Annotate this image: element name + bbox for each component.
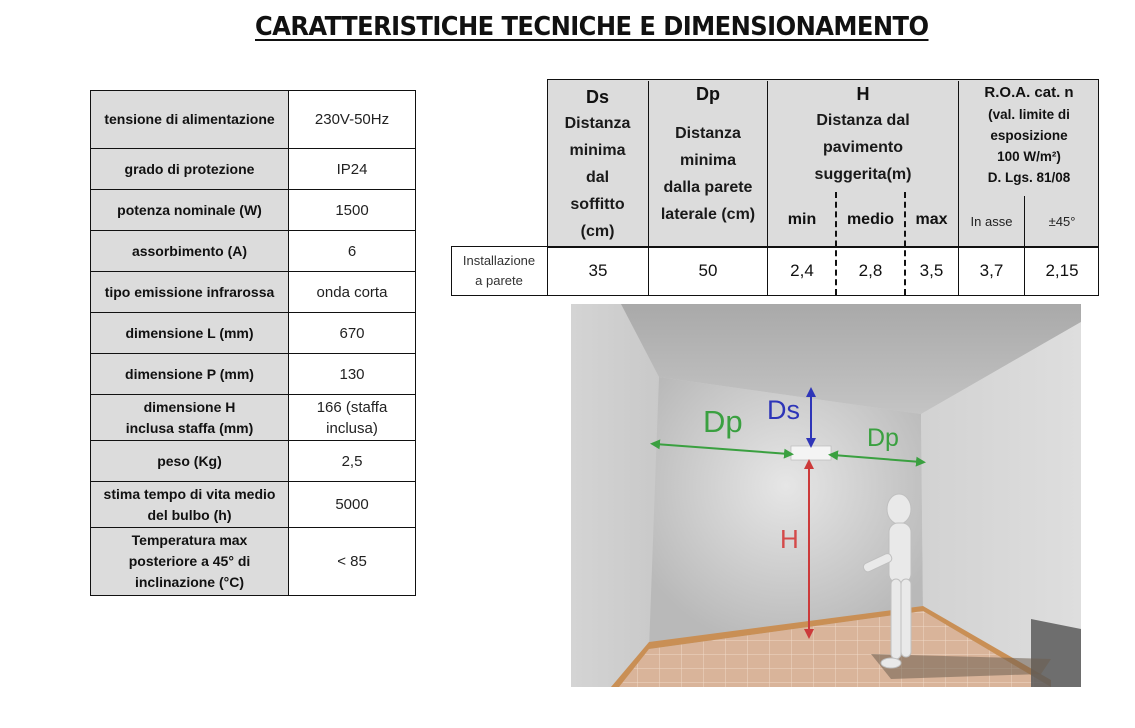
header-h-symbol: H — [856, 84, 870, 104]
value-dp-text: 50 — [698, 261, 718, 280]
spec-label: dimensione P (mm) — [91, 354, 289, 394]
installation-illustration — [571, 304, 1081, 687]
spec-value: 230V-50Hz — [314, 111, 390, 128]
header-ds-line: soffitto — [570, 195, 625, 213]
header-h-line: pavimento — [822, 139, 903, 156]
header-dp — [649, 81, 768, 247]
spec-label: potenza nominale (W) — [91, 190, 289, 230]
spec-label: stima tempo di vita medio del bulbo (h) — [91, 482, 289, 527]
header-ds-line: (cm) — [580, 222, 615, 240]
value-roa-45 — [1025, 247, 1099, 295]
value-roa-45-text: 2,15 — [1045, 261, 1079, 280]
value-dp — [649, 247, 768, 295]
ds-label: Ds — [767, 395, 800, 425]
value-ds-text: 35 — [588, 261, 608, 280]
spec-label: Temperatura max posteriore a 45° di inclinazione (°C) — [91, 528, 289, 595]
spec-value: 670 — [339, 324, 365, 342]
spec-row — [91, 230, 415, 271]
spec-value: 2,5 — [341, 452, 363, 470]
header-ds-line: dal — [585, 168, 610, 186]
spec-label: dimensione H inclusa staffa (mm) — [91, 395, 289, 440]
header-h-max — [905, 194, 959, 246]
spec-row — [91, 481, 415, 527]
header-dp-line: laterale (cm) — [660, 206, 756, 223]
header-h-medio — [836, 194, 905, 246]
header-h-min — [768, 194, 836, 246]
spec-label: dimensione L (mm) — [91, 313, 289, 353]
row-label-line: Installazione — [462, 253, 536, 268]
spec-value: IP24 — [336, 160, 368, 178]
header-ds-symbol: Ds — [585, 86, 609, 107]
header-roa-line: esposizione — [990, 128, 1068, 143]
value-h-medio-text: 2,8 — [858, 261, 883, 280]
header-roa-asse — [959, 196, 1025, 246]
dp-right-label: Dp — [867, 424, 899, 452]
header-roa-asse-label: In asse — [970, 213, 1013, 229]
header-h-medio-label: medio — [846, 211, 895, 228]
header-roa — [959, 81, 1099, 196]
spec-row — [91, 91, 415, 148]
distance-table — [451, 79, 1099, 296]
value-h-max — [905, 247, 959, 295]
spec-table — [90, 90, 416, 596]
header-roa-line: (val. limite di — [988, 107, 1070, 122]
value-h-min-text: 2,4 — [790, 261, 814, 280]
value-h-medio — [836, 247, 905, 295]
value-h-max-text: 3,5 — [919, 261, 944, 280]
spec-label: peso (Kg) — [91, 441, 289, 481]
spec-row — [91, 148, 415, 189]
spec-row — [91, 394, 415, 440]
header-roa-line: R.O.A. cat. n — [984, 84, 1074, 101]
spec-row — [91, 271, 415, 312]
room-diagram — [571, 304, 1081, 687]
value-ds — [548, 247, 649, 295]
spec-row — [91, 440, 415, 481]
header-roa-45 — [1025, 196, 1099, 246]
spec-label: tensione di alimentazione — [91, 91, 289, 148]
value-roa-asse — [959, 247, 1025, 295]
spec-value: 166 (staffa inclusa) — [316, 398, 388, 437]
header-dp-line: dalla parete — [663, 179, 753, 196]
header-ds-line: Distanza — [564, 114, 631, 132]
header-dp-line: Distanza — [675, 125, 741, 142]
dotted-divider — [904, 192, 906, 295]
value-roa-asse-text: 3,7 — [979, 261, 1004, 280]
header-ds — [547, 81, 649, 247]
header-h-min-label: min — [787, 211, 817, 228]
header-roa-line: 100 W/m²) — [997, 149, 1061, 164]
header-h-line: suggerita(m) — [814, 166, 912, 183]
header-roa-45-label: ±45° — [1048, 213, 1076, 229]
spec-label: grado di protezione — [91, 149, 289, 189]
row-label-line: a parete — [475, 273, 523, 288]
spec-value: < 85 — [337, 553, 367, 570]
spec-row — [91, 312, 415, 353]
spec-row — [91, 189, 415, 230]
spec-row — [91, 353, 415, 394]
spec-value: 130 — [339, 365, 365, 383]
spec-value: 6 — [347, 242, 357, 260]
header-h-max-label: max — [915, 211, 948, 228]
spec-label: tipo emissione infrarossa — [91, 272, 289, 312]
value-h-min — [768, 247, 836, 295]
h-label: H — [780, 524, 799, 554]
dp-left-label: Dp — [703, 404, 743, 439]
header-h — [768, 81, 959, 194]
header-dp-line: minima — [679, 152, 736, 169]
header-roa-line: D. Lgs. 81/08 — [987, 170, 1071, 185]
dotted-divider — [835, 192, 837, 295]
header-dp-symbol: Dp — [696, 84, 720, 104]
heater-icon — [791, 446, 831, 460]
spec-value: 5000 — [335, 496, 369, 513]
page-title: CARATTERISTICHE TECNICHE E DIMENSIONAMENTO — [255, 12, 929, 42]
header-h-line: Distanza dal — [816, 112, 910, 129]
spec-label: assorbimento (A) — [91, 231, 289, 271]
spec-value: onda corta — [316, 283, 388, 301]
header-ds-line: minima — [569, 141, 626, 159]
spec-row — [91, 527, 415, 595]
row-label — [451, 247, 548, 295]
spec-value: 1500 — [335, 201, 369, 219]
